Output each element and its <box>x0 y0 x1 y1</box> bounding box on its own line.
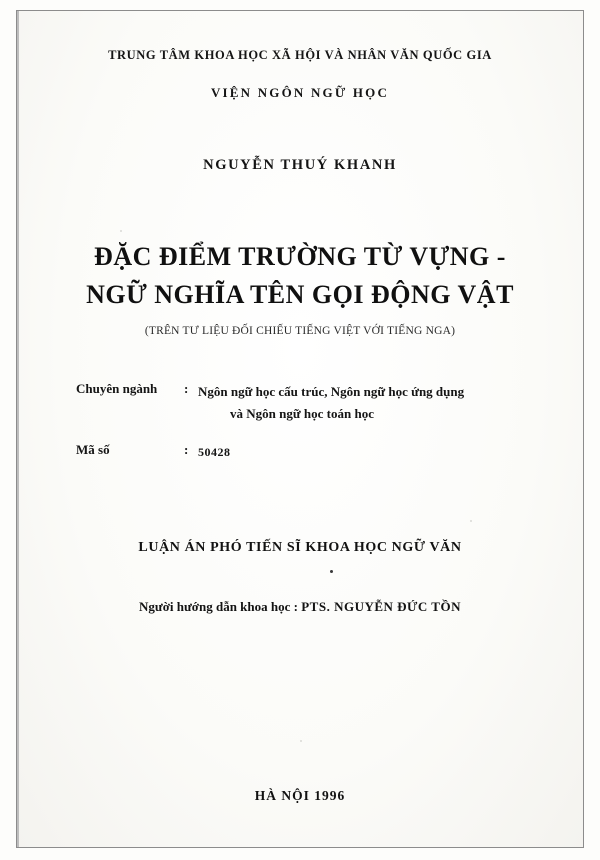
institution-name: TRUNG TÂM KHOA HỌC XÃ HỘI VÀ NHÂN VĂN QUỐC GIA <box>108 48 492 62</box>
thesis-metadata <box>50 381 550 462</box>
advisor-label: Người hướng dẫn khoa học : <box>139 598 298 614</box>
thesis-title-line-1: ĐẶC ĐIỂM TRƯỜNG TỪ VỰNG - <box>94 242 506 271</box>
specialty-label: Chuyên ngành <box>76 381 158 397</box>
ink-dot-artifact <box>330 570 333 573</box>
advisor-line <box>50 599 550 615</box>
thesis-subtitle: (TRÊN TƯ LIỆU ĐỐI CHIẾU TIẾNG VIỆT VỚI TIẾNG NGA) <box>144 325 456 338</box>
code-label: Mã số <box>76 441 110 457</box>
thesis-title-line-2: NGỮ NGHĨA TÊN GỌI ĐỘNG VẬT <box>86 279 514 309</box>
thesis-title <box>50 238 550 313</box>
specialty-row <box>76 381 550 425</box>
advisor-name: PTS. NGUYỄN ĐỨC TỒN <box>301 598 461 614</box>
code-colon: : <box>184 441 189 457</box>
institute-name: VIỆN NGÔN NGỮ HỌC <box>210 85 390 100</box>
specialty-value <box>198 381 464 425</box>
specialty-colon: : <box>184 381 189 397</box>
place-and-year: HÀ NỘI 1996 <box>254 788 346 803</box>
specialty-value-line-1: Ngôn ngữ học cấu trúc, Ngôn ngữ học ứng dụng <box>198 384 465 400</box>
specialty-value-line-2: và Ngôn ngữ học toán học <box>230 406 374 422</box>
code-value: 50428 <box>198 444 231 459</box>
title-page-content <box>16 10 584 848</box>
degree-statement: LUẬN ÁN PHÓ TIẾN SĨ KHOA HỌC NGỮ VĂN <box>138 539 462 555</box>
code-row <box>76 442 550 462</box>
author-name: NGUYỄN THUÝ KHANH <box>203 157 397 173</box>
